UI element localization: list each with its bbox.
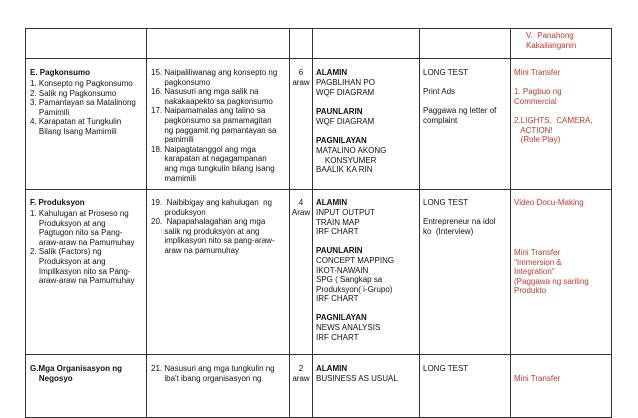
row-divider xyxy=(26,354,611,355)
strategy-alamin-f: ALAMIN xyxy=(316,198,348,207)
days-f: 4 Araw xyxy=(291,198,311,217)
topic-title-f: F. Produksyon xyxy=(30,198,85,207)
topics-e: 1. Konsepto ng Pagkonsumo 2. Salik ng Pagkonsumo 3. Pamantayan sa Matalinong Pamimili 4. Karapatan at Tungkulin Bilang Isang Mamimili xyxy=(30,79,136,136)
days-g: 2 araw xyxy=(292,364,310,383)
strategy-pagnilayan-items-e: MATALINO AKONG KONSYUMER BAALIK KA RIN xyxy=(316,146,387,175)
strategy-pagnilayan-e: PAGNILAYAN xyxy=(316,136,367,145)
topic-title-g: G.Mga Organisasyon ng Negosyo xyxy=(30,364,123,383)
curriculum-table xyxy=(25,28,612,418)
col-divider xyxy=(312,29,313,417)
topics-f: 1. Kahulugan at Proseso ng Produksyon at ang Pagtugon nito sa Pang- araw-araw na Pamumuhay 2. Salik (Factors) ng Produksyon at ang Implikasyon nito sa Pang- araw-araw na Pamumuhay xyxy=(30,209,135,286)
strategy-alamin-e: ALAMIN xyxy=(316,68,348,77)
col-divider xyxy=(289,29,290,417)
strategy-paunlarin-items-f: CONCEPT MAPPING IKOT-NAWAIN SPG ( Sangkap sa Produksyon( i-Grupo) IRF CHART xyxy=(316,256,395,304)
competencies-f: 19. Naibibigay ang kahulugan ng produksyon 20. Napapahalagahan ang mga salik ng produksyon at ang implikasyon nito sa pang-araw- araw na pamumuhay xyxy=(151,198,275,255)
row-divider xyxy=(26,58,611,59)
col-divider xyxy=(510,29,511,417)
strategy-alamin-items-e: PAGBLIHAN PO WQF DIAGRAM xyxy=(316,78,375,97)
resources-f-video: Video Docu-Making xyxy=(514,198,584,207)
strategy-alamin-g: ALAMIN xyxy=(316,364,348,373)
competencies-g: 21. Nasusuri ang mga tungkulin ng iba't ibang organisasyon ng xyxy=(151,364,275,383)
competencies-e: 15. Naipaliliwanag ang konsepto ng pagkonsumo 16. Nasusuri ang mga salik na nakakaapekto sa pagkonsumo 17. Naipamamalas ang talino sa pagkonsumo sa pamamagitan ng paggamit ng pamantayan sa pamimili 18. Naipagtatanggol ang mga karapatan at nagagampanan ang mga tungkulin bilang isang mamimili xyxy=(151,68,278,183)
assessment-g: LONG TEST xyxy=(423,364,469,373)
strategy-paunlarin-f: PAUNLARIN xyxy=(316,246,363,255)
assessment-e: LONG TEST Print Ads Paggawa ng letter of complaint xyxy=(423,68,497,125)
strategy-pagnilayan-items-f: NEWS ANALYSIS IRF CHART xyxy=(316,323,381,342)
header-panahon: V. Panahong Kakailanganin xyxy=(526,31,577,50)
resources-f-mini-transfer: Mini Transfer "Immersion & Integration" (Paggawa ng sariling Produkto xyxy=(514,248,589,296)
col-divider xyxy=(146,29,147,417)
assessment-f: LONG TEST Entrepreneur na idol ko (Interview) xyxy=(423,198,496,236)
topic-title-e: E. Pagkonsumo xyxy=(30,68,91,77)
strategy-paunlarin-items-e: WQF DIAGRAM xyxy=(316,117,375,126)
days-e: 6 araw xyxy=(292,68,310,87)
col-divider xyxy=(419,29,420,417)
resources-g: Mini Transfer xyxy=(514,374,561,383)
strategy-alamin-items-f: INPUT OUTPUT TRAIN MAP IRF CHART xyxy=(316,208,375,237)
strategy-pagnilayan-f: PAGNILAYAN xyxy=(316,313,367,322)
strategy-paunlarin-e: PAUNLARIN xyxy=(316,107,363,116)
resources-e: Mini Transfer 1. Pagbuo ng Commercial 2.LIGHTS, CAMERA, ACTION! (Role Play) xyxy=(514,68,593,145)
row-divider xyxy=(26,189,611,190)
strategy-alamin-items-g: BUSINESS AS USUAL xyxy=(316,374,398,383)
